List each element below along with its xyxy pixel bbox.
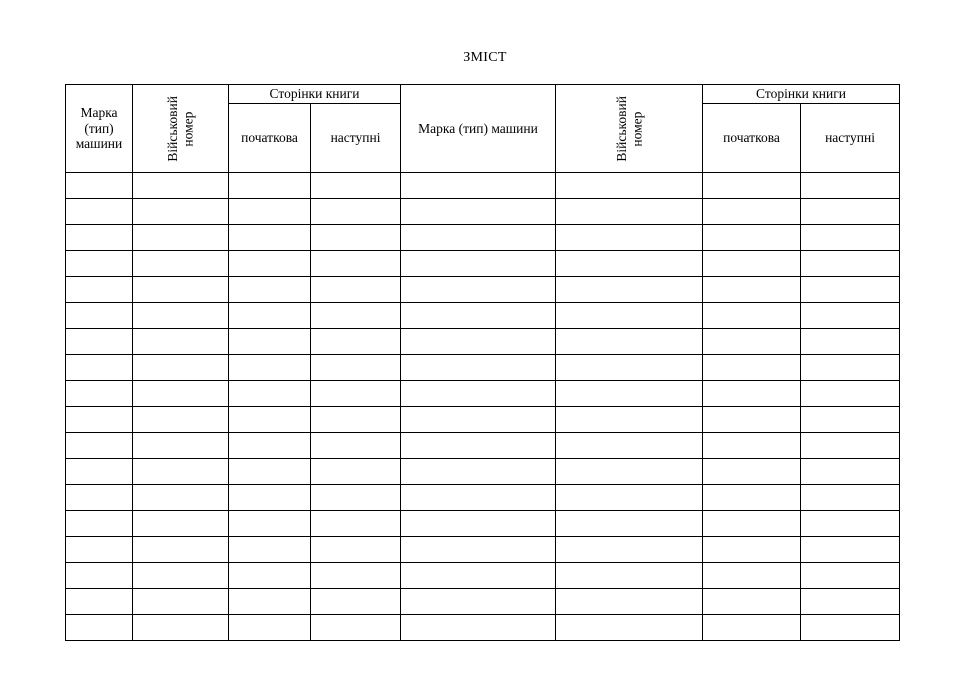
table-cell[interactable] — [801, 277, 900, 303]
column-header-brand-left — [66, 85, 133, 173]
table-cell[interactable] — [801, 199, 900, 225]
table-cell[interactable] — [311, 173, 401, 199]
table-cell[interactable] — [229, 615, 311, 641]
table-cell[interactable] — [556, 537, 703, 563]
table-cell[interactable] — [311, 251, 401, 277]
table-row — [66, 251, 900, 277]
table-cell[interactable] — [703, 225, 801, 251]
table-cell[interactable] — [66, 563, 133, 589]
table-cell[interactable] — [66, 303, 133, 329]
table-row — [66, 173, 900, 199]
table-cell[interactable] — [133, 303, 229, 329]
table-cell[interactable] — [401, 511, 556, 537]
table-cell[interactable] — [66, 173, 133, 199]
table-cell[interactable] — [311, 199, 401, 225]
table-cell[interactable] — [66, 537, 133, 563]
table-cell[interactable] — [401, 615, 556, 641]
table-cell[interactable] — [556, 199, 703, 225]
table-cell[interactable] — [703, 251, 801, 277]
page-title: ЗМІСТ — [463, 50, 507, 65]
table-cell[interactable] — [556, 459, 703, 485]
table-row — [66, 329, 900, 355]
table-cell[interactable] — [311, 485, 401, 511]
table-body — [66, 173, 900, 641]
table-cell[interactable] — [311, 511, 401, 537]
table-cell[interactable] — [401, 459, 556, 485]
table-cell[interactable] — [311, 615, 401, 641]
table-cell[interactable] — [703, 173, 801, 199]
table-cell[interactable] — [66, 407, 133, 433]
table-row — [66, 485, 900, 511]
table-cell[interactable] — [801, 589, 900, 615]
table-cell[interactable] — [703, 407, 801, 433]
table-cell[interactable] — [229, 589, 311, 615]
table-cell[interactable] — [401, 589, 556, 615]
column-group-pages-right: Сторінки книги — [703, 85, 900, 104]
table-row — [66, 563, 900, 589]
table-cell[interactable] — [229, 537, 311, 563]
table-cell[interactable] — [801, 433, 900, 459]
table-cell[interactable] — [133, 459, 229, 485]
table-cell[interactable] — [401, 173, 556, 199]
table-cell[interactable] — [703, 277, 801, 303]
column-header-label: Марка (тип) машини — [418, 120, 538, 136]
table-cell[interactable] — [703, 329, 801, 355]
table-cell[interactable] — [703, 199, 801, 225]
table-cell[interactable] — [66, 355, 133, 381]
table-cell[interactable] — [66, 199, 133, 225]
table-cell[interactable] — [401, 303, 556, 329]
table-cell[interactable] — [703, 485, 801, 511]
table-cell[interactable] — [801, 563, 900, 589]
column-header-brand-right — [401, 85, 556, 173]
column-header-next-left: наступні — [311, 104, 401, 173]
table-cell[interactable] — [66, 485, 133, 511]
table-cell[interactable] — [66, 277, 133, 303]
table-cell[interactable] — [311, 329, 401, 355]
table-cell[interactable] — [133, 589, 229, 615]
table-cell[interactable] — [229, 199, 311, 225]
table-cell[interactable] — [229, 433, 311, 459]
table-cell[interactable] — [311, 563, 401, 589]
table-cell[interactable] — [703, 563, 801, 589]
table-cell[interactable] — [229, 563, 311, 589]
table-cell[interactable] — [401, 433, 556, 459]
table-row — [66, 537, 900, 563]
table-cell[interactable] — [556, 251, 703, 277]
table-cell[interactable] — [311, 277, 401, 303]
table-cell[interactable] — [66, 329, 133, 355]
table-cell[interactable] — [801, 225, 900, 251]
table-cell[interactable] — [703, 433, 801, 459]
column-group-pages-left: Сторінки книги — [229, 85, 401, 104]
table-cell[interactable] — [801, 329, 900, 355]
table-cell[interactable] — [556, 433, 703, 459]
table-cell[interactable] — [801, 485, 900, 511]
table-cell[interactable] — [801, 173, 900, 199]
table-cell[interactable] — [703, 303, 801, 329]
table-cell[interactable] — [229, 277, 311, 303]
table-cell[interactable] — [133, 381, 229, 407]
table-cell[interactable] — [556, 225, 703, 251]
table-row — [66, 303, 900, 329]
table-cell[interactable] — [229, 381, 311, 407]
table-cell[interactable] — [801, 537, 900, 563]
table-cell[interactable] — [66, 589, 133, 615]
table-cell[interactable] — [133, 199, 229, 225]
table-cell[interactable] — [229, 329, 311, 355]
table-cell[interactable] — [703, 381, 801, 407]
column-header-label: Марка (тип) машини — [75, 105, 123, 152]
table-row — [66, 277, 900, 303]
table-row — [66, 589, 900, 615]
table-cell[interactable] — [133, 407, 229, 433]
column-header-label: Військовий номер — [613, 95, 645, 162]
table-cell[interactable] — [133, 485, 229, 511]
table-cell[interactable] — [556, 381, 703, 407]
table-cell[interactable] — [133, 355, 229, 381]
table-cell[interactable] — [703, 589, 801, 615]
table-cell[interactable] — [401, 251, 556, 277]
table-cell[interactable] — [66, 459, 133, 485]
table-cell[interactable] — [311, 381, 401, 407]
table-cell[interactable] — [311, 225, 401, 251]
table-row — [66, 381, 900, 407]
table-cell[interactable] — [401, 485, 556, 511]
table-cell[interactable] — [133, 615, 229, 641]
column-header-initial-right: початкова — [703, 104, 801, 173]
table-cell[interactable] — [556, 511, 703, 537]
table-header-row — [66, 85, 900, 104]
table-cell[interactable] — [801, 459, 900, 485]
table-cell[interactable] — [229, 511, 311, 537]
table-cell[interactable] — [311, 407, 401, 433]
table-cell[interactable] — [703, 537, 801, 563]
table-cell[interactable] — [229, 355, 311, 381]
table-cell[interactable] — [133, 225, 229, 251]
table-cell[interactable] — [801, 355, 900, 381]
table-cell[interactable] — [229, 303, 311, 329]
table-cell[interactable] — [133, 251, 229, 277]
table-cell[interactable] — [133, 511, 229, 537]
table-cell[interactable] — [229, 173, 311, 199]
table-cell[interactable] — [401, 225, 556, 251]
column-header-label: Військовий номер — [164, 95, 196, 162]
table-cell[interactable] — [401, 277, 556, 303]
table-cell[interactable] — [801, 511, 900, 537]
table-cell[interactable] — [801, 251, 900, 277]
table-row — [66, 199, 900, 225]
table-cell[interactable] — [556, 277, 703, 303]
table-cell[interactable] — [229, 407, 311, 433]
table-cell[interactable] — [401, 355, 556, 381]
column-header-military-number-left — [133, 85, 229, 173]
table-row — [66, 225, 900, 251]
table-cell[interactable] — [401, 537, 556, 563]
table-cell[interactable] — [311, 355, 401, 381]
table-cell[interactable] — [556, 485, 703, 511]
table-cell[interactable] — [133, 173, 229, 199]
table-cell[interactable] — [66, 433, 133, 459]
column-header-next-right: наступні — [801, 104, 900, 173]
table-cell[interactable] — [401, 199, 556, 225]
table-cell[interactable] — [801, 303, 900, 329]
table-cell[interactable] — [229, 485, 311, 511]
table-cell[interactable] — [703, 355, 801, 381]
table-row — [66, 407, 900, 433]
table-cell[interactable] — [556, 563, 703, 589]
table-cell[interactable] — [556, 407, 703, 433]
table-cell[interactable] — [556, 173, 703, 199]
table-cell[interactable] — [133, 277, 229, 303]
table-cell[interactable] — [133, 433, 229, 459]
table-cell[interactable] — [556, 589, 703, 615]
column-header-initial-left: початкова — [229, 104, 311, 173]
contents-table — [65, 84, 900, 641]
table-cell[interactable] — [311, 589, 401, 615]
table-row — [66, 433, 900, 459]
table-row — [66, 355, 900, 381]
table-cell[interactable] — [401, 563, 556, 589]
table-cell[interactable] — [556, 615, 703, 641]
table-cell[interactable] — [311, 459, 401, 485]
table-cell[interactable] — [133, 563, 229, 589]
table-cell[interactable] — [556, 303, 703, 329]
table-cell[interactable] — [66, 251, 133, 277]
table-cell[interactable] — [133, 537, 229, 563]
table-cell[interactable] — [66, 381, 133, 407]
table-cell[interactable] — [311, 303, 401, 329]
table-cell[interactable] — [66, 615, 133, 641]
table-cell[interactable] — [66, 225, 133, 251]
table-cell[interactable] — [229, 225, 311, 251]
table-cell[interactable] — [703, 615, 801, 641]
table-cell[interactable] — [801, 615, 900, 641]
table-cell[interactable] — [801, 407, 900, 433]
table-cell[interactable] — [703, 511, 801, 537]
table-cell[interactable] — [556, 329, 703, 355]
table-cell[interactable] — [556, 355, 703, 381]
table-cell[interactable] — [229, 251, 311, 277]
table-cell[interactable] — [401, 407, 556, 433]
table-cell[interactable] — [229, 459, 311, 485]
table-cell[interactable] — [311, 537, 401, 563]
table-cell[interactable] — [311, 433, 401, 459]
table-row — [66, 459, 900, 485]
table-cell[interactable] — [801, 381, 900, 407]
table-row — [66, 615, 900, 641]
table-cell[interactable] — [133, 329, 229, 355]
column-header-military-number-right — [556, 85, 703, 173]
table-cell[interactable] — [401, 329, 556, 355]
table-cell[interactable] — [401, 381, 556, 407]
table-cell[interactable] — [703, 459, 801, 485]
table-row — [66, 511, 900, 537]
table-cell[interactable] — [66, 511, 133, 537]
